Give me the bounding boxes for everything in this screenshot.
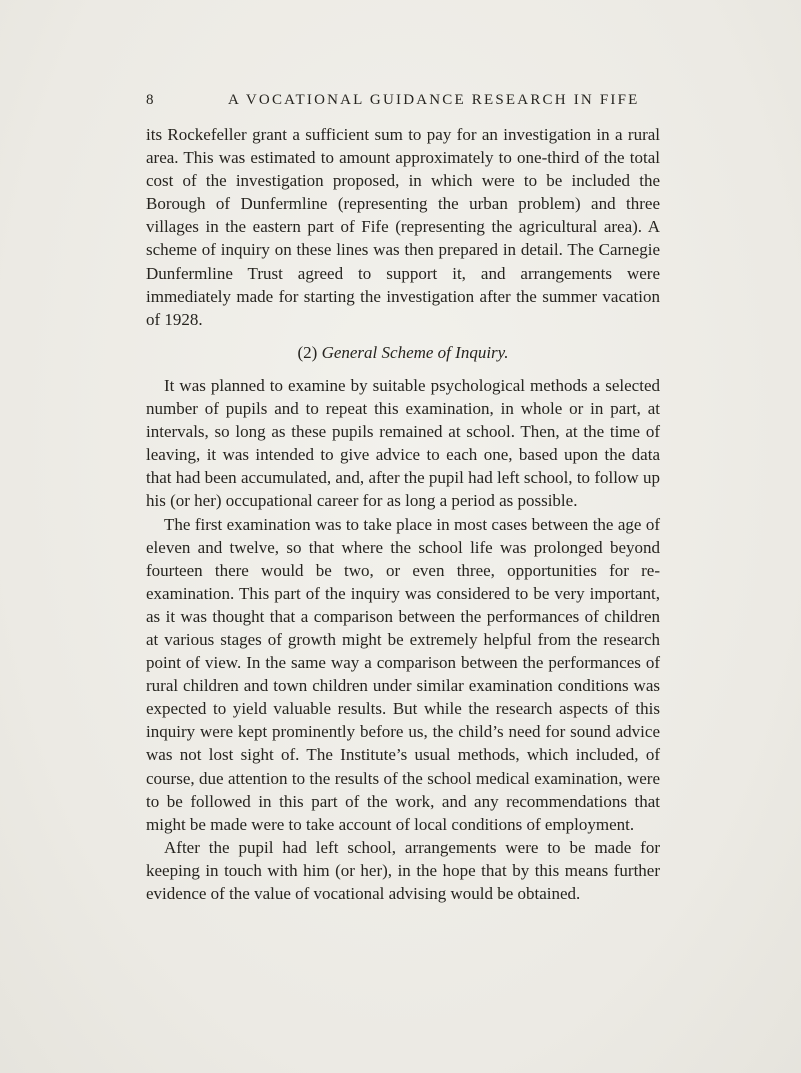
section-heading: [146, 341, 660, 364]
section-title: General Scheme of Inquiry.: [321, 342, 509, 362]
paragraph: It was planned to examine by suitable psychological methods a selected number of pupils and to repeat this examination, in whole or in part, at intervals, so long as these pupils remained at school. Then, at the time of leaving, it was intended to give advice to each one, based upon the data that had been accumulated, and, after the pupil had left school, to follow up his (or her) occupational career for as long a period as possible.: [146, 375, 660, 511]
section-number: (2): [297, 342, 318, 362]
running-head-title: A VOCATIONAL GUIDANCE RESEARCH IN FIFE: [228, 92, 640, 108]
running-head: [146, 92, 686, 112]
paragraph: The first examination was to take place in most cases between the age of eleven and twelve, so that where the school life was prolonged beyond fourteen there would be two, or even three, opportunities for re-examination. This part of the inquiry was considered to be very important, as it was thought that a comparison between the performances of children at various stages of growth might be extremely helpful from the research point of view. In the same way a comparison between the performances of rural children and town children under similar examination conditions was expected to yield valuable results. But while the research aspects of this inquiry were kept prominently before us, the child’s need for sound advice was not lost sight of. The Institute’s usual methods, which included, of course, due attention to the results of the school medical examination, were to be followed in this part of the work, and any recommendations that might be made were to take account of local conditions of employment.: [146, 514, 660, 834]
body-text: [146, 123, 660, 905]
paragraph-continuation: its Rockefeller grant a sufficient sum to pay for an investigation in a rural area. This was estimated to amount approximately to one-third of the total cost of the investigation proposed, in which were to be included the Borough of Dunfermline (representing the urban problem) and three villages in the eastern part of Fife (representing the agricultural area). A scheme of inquiry on these lines was then prepared in detail. The Carnegie Dunfermline Trust agreed to support it, and arrangements were immediately made for starting the investigation after the summer vacation of 1928.: [146, 125, 660, 329]
paragraph: After the pupil had left school, arrangements were to be made for keeping in touch with him (or her), in the hope that by this means further evidence of the value of vocational advising would be obtained.: [146, 837, 660, 903]
page-number: 8: [146, 92, 154, 108]
